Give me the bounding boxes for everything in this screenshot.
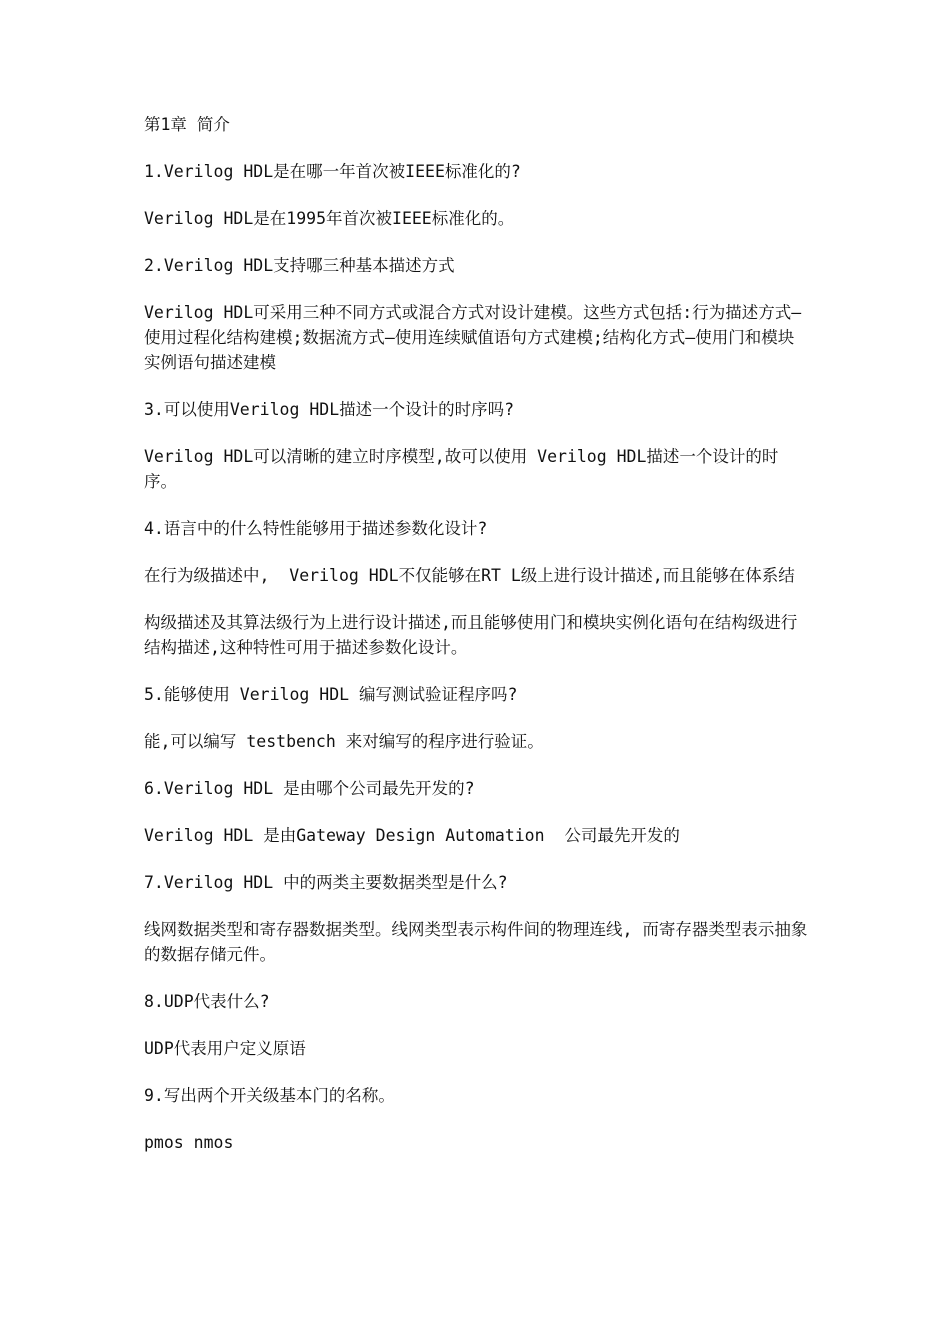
answer-6: Verilog HDL 是由Gateway Design Automation 公司最先开发的 bbox=[144, 826, 680, 845]
answer-2: Verilog HDL可采用三种不同方式或混合方式对设计建模。这些方式包括:行为描述方式—使用过程化结构建模;数据流方式—使用连续赋值语句方式建模;结构化方式—使用门和模块实例语句描述建模 bbox=[144, 303, 802, 372]
question-1: 1.Verilog HDL是在哪一年首次被IEEE标准化的? bbox=[144, 162, 521, 181]
question-2: 2.Verilog HDL支持哪三种基本描述方式 bbox=[144, 256, 455, 275]
question-9: 9.写出两个开关级基本门的名称。 bbox=[144, 1086, 395, 1105]
answer-9: pmos nmos bbox=[144, 1133, 234, 1152]
question-4: 4.语言中的什么特性能够用于描述参数化设计? bbox=[144, 519, 488, 538]
question-3: 3.可以使用Verilog HDL描述一个设计的时序吗? bbox=[144, 400, 515, 419]
question-7: 7.Verilog HDL 中的两类主要数据类型是什么? bbox=[144, 873, 508, 892]
answer-4-part-1: 在行为级描述中, Verilog HDL不仅能够在RT L级上进行设计描述,而且能够在体系结 bbox=[144, 566, 795, 585]
question-5: 5.能够使用 Verilog HDL 编写测试验证程序吗? bbox=[144, 685, 518, 704]
question-6: 6.Verilog HDL 是由哪个公司最先开发的? bbox=[144, 779, 475, 798]
document-body bbox=[144, 112, 808, 1177]
answer-3: Verilog HDL可以清晰的建立时序模型,故可以使用 Verilog HDL描述一个设计的时序。 bbox=[144, 447, 779, 491]
chapter-title: 第1章 简介 bbox=[144, 115, 230, 134]
answer-4-part-2: 构级描述及其算法级行为上进行设计描述,而且能够使用门和模块实例化语句在结构级进行结构描述,这种特性可用于描述参数化设计。 bbox=[144, 613, 798, 657]
answer-1: Verilog HDL是在1995年首次被IEEE标准化的。 bbox=[144, 209, 515, 228]
answer-7: 线网数据类型和寄存器数据类型。线网类型表示构件间的物理连线, 而寄存器类型表示抽象的数据存储元件。 bbox=[144, 920, 808, 964]
question-8: 8.UDP代表什么? bbox=[144, 992, 270, 1011]
answer-8: UDP代表用户定义原语 bbox=[144, 1039, 306, 1058]
answer-5: 能,可以编写 testbench 来对编写的程序进行验证。 bbox=[144, 732, 544, 751]
